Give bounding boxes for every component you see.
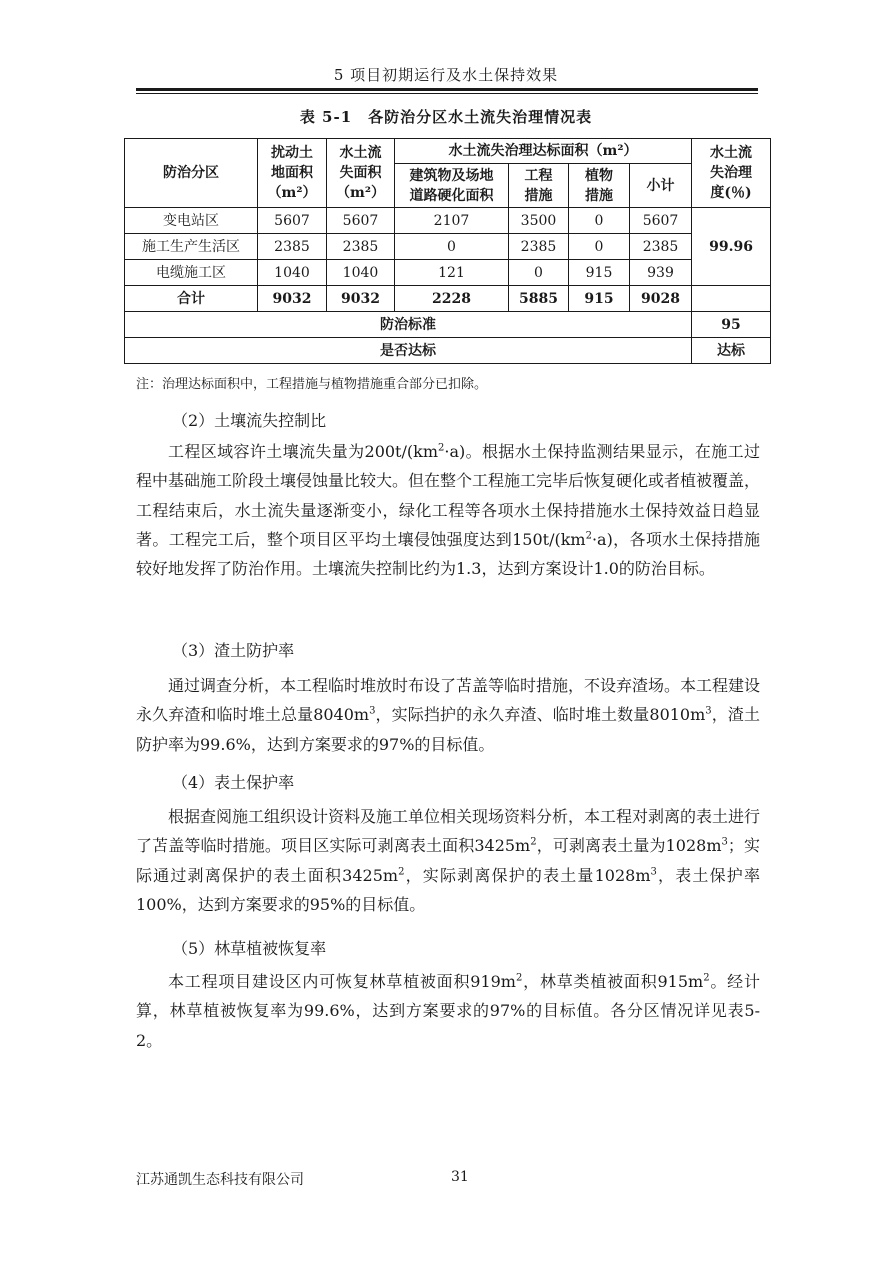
cell-building: 2107 [395, 208, 509, 234]
section-title-soil-loss-ratio: （2）土壤流失控制比 [172, 411, 327, 430]
cell-total-plant: 915 [569, 286, 630, 312]
running-header: 5 项目初期运行及水土保持效果 [333, 66, 559, 84]
header-treatment-degree: 水土流 失治理 度(％) [692, 139, 771, 208]
header-disturbed-area: 扰动土 地面积 （m²） [258, 139, 327, 208]
cell-engineering: 2385 [509, 234, 569, 260]
header-rule-thin [136, 93, 758, 94]
cell-plant: 0 [569, 234, 630, 260]
cell-total-label: 合计 [125, 286, 258, 312]
cell-total-erosion: 9032 [327, 286, 395, 312]
cell-building: 121 [395, 260, 509, 286]
cell-treatment-degree: 99.96 [692, 208, 771, 286]
cell-empty [692, 286, 771, 312]
table-standard-row [125, 312, 771, 338]
cell-subtotal: 5607 [630, 208, 692, 234]
header-plant: 植物 措施 [569, 164, 630, 208]
header-zone: 防治分区 [125, 139, 258, 208]
cell-standard-value: 95 [692, 312, 771, 338]
cell-disturbed: 2385 [258, 234, 327, 260]
cell-plant: 0 [569, 208, 630, 234]
cell-reached-label: 是否达标 [125, 338, 692, 364]
cell-total-disturbed: 9032 [258, 286, 327, 312]
cell-zone: 施工生产生活区 [125, 234, 258, 260]
cell-reached-value: 达标 [692, 338, 771, 364]
paragraph-spoil-protection: 通过调查分析，本工程临时堆放时布设了苫盖等临时措施，不设弃渣场。本工程建设永久弃渣和临时堆土总量$8040m^3$，实际挡护的永久弃渣、临时堆土数量$8010m^3$，渣土防护率为99.6%，达到方案要求的97%的目标值。 [136, 676, 761, 754]
header-engineering: 工程 措施 [509, 164, 569, 208]
table-note: 注：治理达标面积中，工程措施与植物措施重合部分已扣除。 [136, 377, 488, 392]
treatment-table [124, 138, 771, 364]
table-row [125, 208, 771, 234]
table-title: 表 5-1 各防治分区水土流失治理情况表 [299, 108, 593, 126]
paragraph-vegetation-recovery: 本工程项目建设区内可恢复林草植被面积$919m^2$，林草类植被面积$915m^2$。经计算，林草植被恢复率为99.6%，达到方案要求的97%的目标值。各分区情况详见表5-2。 [136, 972, 760, 1050]
header-erosion-area: 水土流 失面积 （m²） [327, 139, 395, 208]
section-title-vegetation-recovery: （5）林草植被恢复率 [172, 939, 327, 958]
cell-building: 0 [395, 234, 509, 260]
table-total-row [125, 286, 771, 312]
cell-disturbed: 5607 [258, 208, 327, 234]
table-row [125, 234, 771, 260]
header-building-area: 建筑物及场地 道路硬化面积 [395, 164, 509, 208]
cell-erosion: 1040 [327, 260, 395, 286]
cell-total-subtotal: 9028 [630, 286, 692, 312]
cell-total-building: 2228 [395, 286, 509, 312]
cell-subtotal: 939 [630, 260, 692, 286]
cell-plant: 915 [569, 260, 630, 286]
section-title-topsoil-protection: （4）表土保护率 [172, 773, 295, 792]
footer-company: 江苏通凯生态科技有限公司 [136, 1172, 304, 1188]
table-reached-row [125, 338, 771, 364]
header-subtotal: 小计 [630, 164, 692, 208]
table-row [125, 260, 771, 286]
cell-erosion: 5607 [327, 208, 395, 234]
cell-standard-label: 防治标准 [125, 312, 692, 338]
paragraph-topsoil-protection: 根据查阅施工组织设计资料及施工单位相关现场资料分析，本工程对剥离的表土进行了苫盖等临时措施。项目区实际可剥离表土面积$3425m^2$，可剥离表土量为$1028m^3$；实际通过剥离保护的表土面积$3425m^2$，实际剥离保护的表土量$1028m^3$，表土保护率100%，达到方案要求的95%的目标值。 [136, 807, 761, 914]
section-title-spoil-protection: （3）渣土防护率 [172, 641, 295, 660]
header-rule-thick [136, 88, 758, 91]
cell-engineering: 3500 [509, 208, 569, 234]
page-number: 31 [451, 1169, 469, 1185]
header-treated-group: 水土流失治理达标面积（m²） [395, 139, 692, 164]
cell-subtotal: 2385 [630, 234, 692, 260]
paragraph-soil-loss-ratio: 工程区域容许土壤流失量为$200t/(km^2\cdot a)$。根据水土保持监测结果显示，在施工过程中基础施工阶段土壤侵蚀量比较大。但在整个工程施工完毕后恢复硬化或者植被覆盖，工程结束后，水土流失量逐渐变小，绿化工程等各项水土保持措施水土保持效益日趋显著。工程完工后，整个项目区平均土壤侵蚀强度达到$150t/(km^2\cdot a)$，各项水土保持措施较好地发挥了防治作用。土壤流失控制比约为1.3，达到方案设计1.0的防治目标。 [136, 442, 761, 579]
cell-disturbed: 1040 [258, 260, 327, 286]
cell-zone: 电缆施工区 [125, 260, 258, 286]
cell-erosion: 2385 [327, 234, 395, 260]
cell-total-engineering: 5885 [509, 286, 569, 312]
cell-zone: 变电站区 [125, 208, 258, 234]
cell-engineering: 0 [509, 260, 569, 286]
